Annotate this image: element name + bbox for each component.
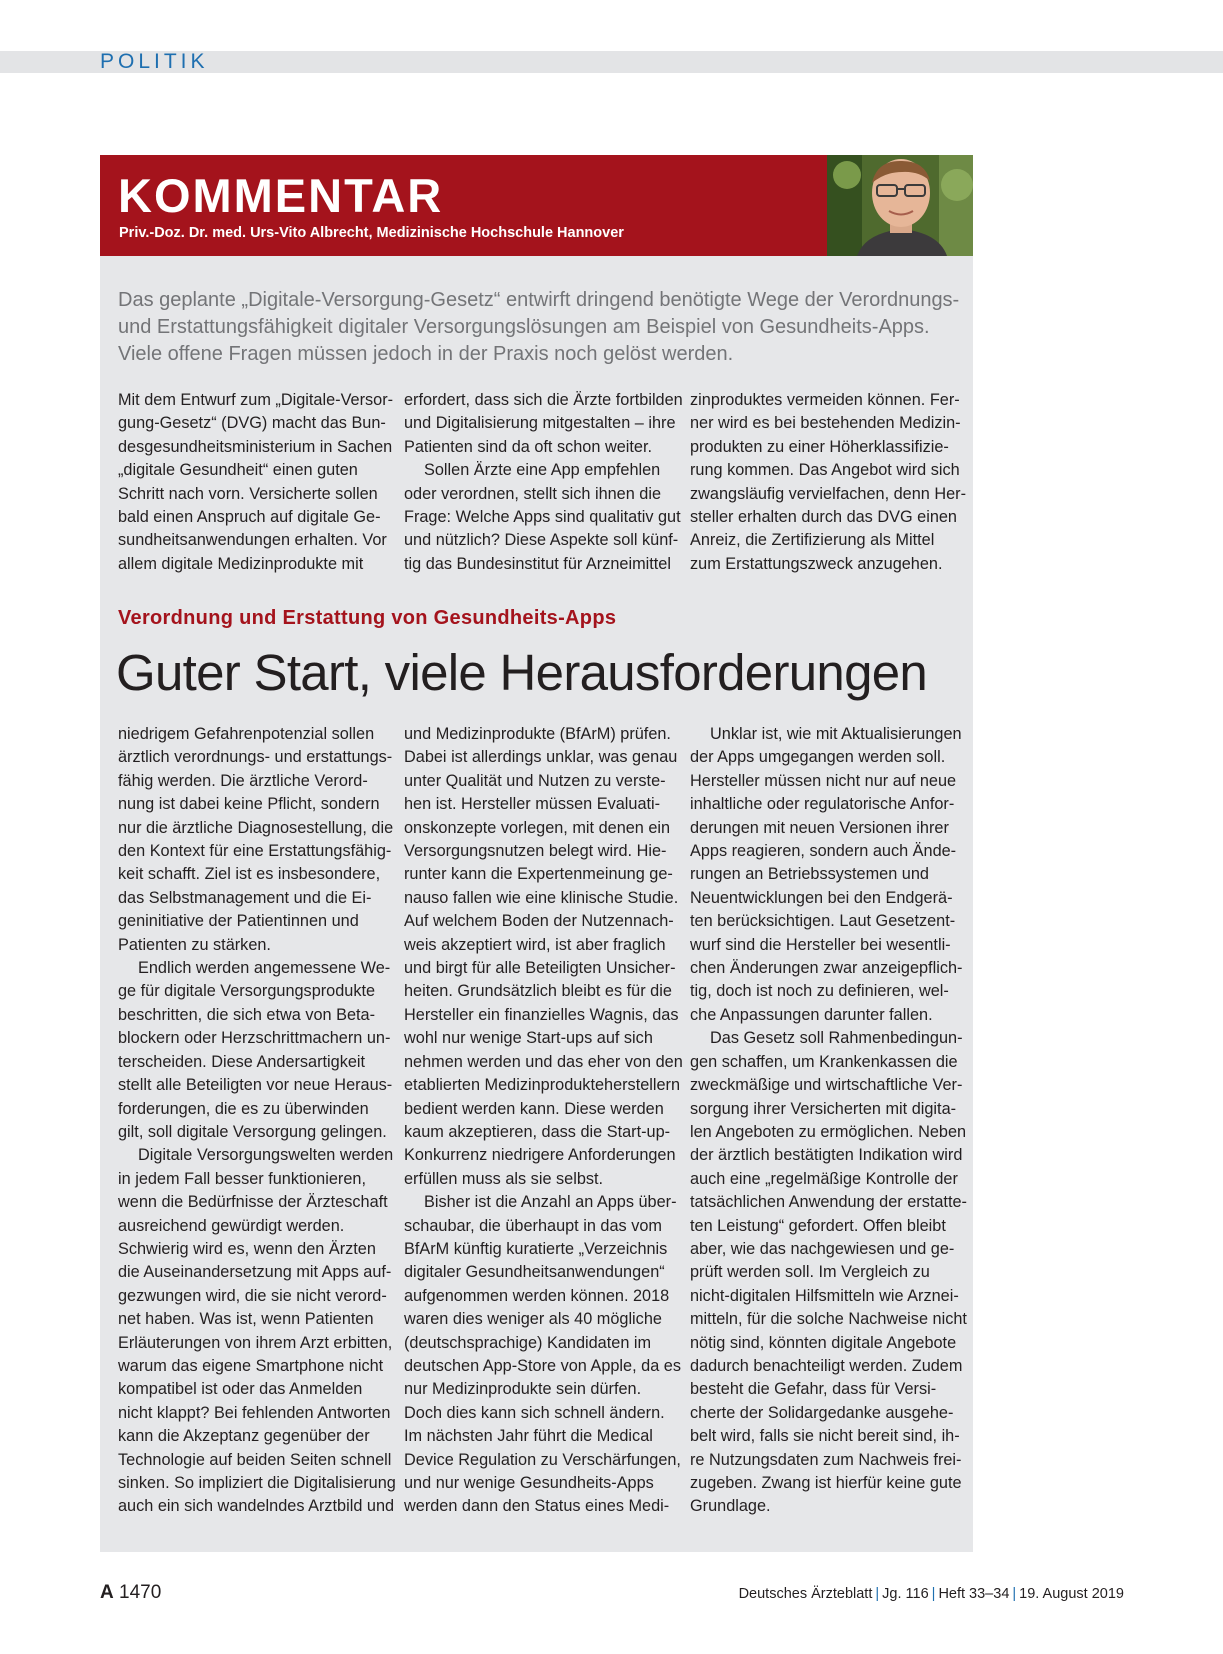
text-line: forderungen, die es zu überwinden — [118, 1099, 369, 1118]
text-line: mitteln, für die solche Nachweise nicht — [690, 1310, 967, 1329]
text-line: weis akzeptiert wird, ist aber fraglich — [404, 935, 666, 954]
text-line: Anreiz, die Zertifizierung als Mittel — [690, 531, 935, 550]
text-line: Erläuterungen von ihrem Arzt erbitten, — [118, 1333, 393, 1352]
text-line: zum Erstattungszweck anzugehen. — [690, 554, 943, 573]
text-line: und nützlich? Diese Aspekte soll künf- — [404, 531, 679, 550]
text-line: rung kommen. Das Angebot wird sich — [690, 461, 960, 480]
text-line: tig das Bundesinstitut für Arzneimittel — [404, 554, 671, 573]
page-prefix: A — [100, 1582, 114, 1603]
text-line: desgesundheitsministerium in Sachen — [118, 437, 393, 456]
text-line: kaum akzeptieren, dass die Start-up- — [404, 1122, 671, 1141]
text-line: besteht die Gefahr, dass für Versi- — [690, 1380, 937, 1399]
text-line: gung-Gesetz“ (DVG) macht das Bun- — [118, 414, 386, 433]
text-line: auch eine „regelmäßige Kontrolle der — [690, 1169, 958, 1188]
kommentar-label: KOMMENTAR — [118, 169, 444, 222]
text-line: zinproduktes vermeiden können. Fer- — [690, 391, 960, 409]
text-line: Mit dem Entwurf zum „Digitale-Versor- — [118, 391, 394, 409]
text-line: Endlich werden angemessene We- — [138, 959, 391, 978]
text-line: kann die Akzeptanz gegenüber der — [118, 1427, 370, 1446]
text-line: Neuentwicklungen bei den Endgerä- — [690, 888, 953, 907]
text-line: bald einen Anspruch auf digitale Ge- — [118, 508, 381, 527]
separator: | — [1012, 1586, 1017, 1602]
text-line: Doch dies kann sich schnell ändern. — [404, 1403, 665, 1422]
text-line: ausreichend gewürdigt werden. — [118, 1216, 345, 1235]
text-line: gezwungen wird, die sie nicht verord- — [118, 1286, 387, 1305]
text-line: wurf sind die Hersteller bei wesentli- — [690, 935, 951, 954]
text-line: und birgt für alle Beteiligten Unsicher- — [404, 959, 676, 978]
top-column-3 — [690, 389, 966, 576]
section-label: POLITIK — [100, 50, 209, 73]
lead-line: und Erstattungsfähigkeit digitaler Versorgungslösungen am Beispiel von Gesundheits-Apps. — [118, 316, 930, 338]
page-number-value: 1470 — [119, 1582, 162, 1603]
text-line: runter kann die Expertenmeinung ge- — [404, 865, 673, 884]
text-line: hen ist. Hersteller müssen Evaluati- — [404, 795, 661, 814]
text-line: Im nächsten Jahr führt die Medical — [404, 1427, 653, 1446]
text-line: zweckmäßige und wirtschaftliche Ver- — [690, 1076, 963, 1095]
text-line: nur die ärztliche Diagnosestellung, die — [118, 818, 394, 837]
text-line: cherte der Solidargedanke ausgehe- — [690, 1403, 954, 1422]
text-line: Hersteller ein finanzielles Wagnis, das — [404, 1005, 679, 1024]
text-line: nauso fallen wie eine klinische Studie. — [404, 888, 679, 907]
text-line: Technologie auf beiden Seiten schnell — [118, 1450, 392, 1469]
author-photo — [827, 155, 973, 256]
lead-line: Viele offene Fragen müssen jedoch in der Praxis noch gelöst werden. — [118, 343, 734, 365]
text-line: oder verordnen, stellt sich ihnen die — [404, 484, 662, 503]
text-line: zugeben. Zwang ist hierfür keine gute — [690, 1474, 962, 1492]
text-line: dadurch benachteiligt werden. Zudem — [690, 1356, 963, 1375]
text-line: chen Änderungen zwar anzeigepflich- — [690, 959, 963, 978]
text-line: zwangsläufig vervielfachen, denn Her- — [690, 484, 967, 503]
text-line: nicht klappt? Bei fehlenden Antworten — [118, 1403, 391, 1422]
separator: | — [931, 1586, 936, 1602]
text-line: wenn die Bedürfnisse der Ärzteschaft — [118, 1193, 388, 1212]
text-line: belt wird, falls sie nicht bereit sind, ih- — [690, 1427, 960, 1446]
text-line: warum das eigene Smartphone nicht — [118, 1356, 384, 1375]
text-line: ge für digitale Versorgungsprodukte — [118, 982, 376, 1001]
text-line: ner wird es bei bestehenden Medizin- — [690, 414, 961, 433]
text-line: nötig sind, könnten digitale Angebote — [690, 1333, 957, 1352]
text-line: ten berücksichtigen. Laut Gesetzent- — [690, 912, 956, 931]
text-line: Patienten zu stärken. — [118, 935, 271, 954]
text-line: inhaltliche oder regulatorische Anfor- — [690, 795, 955, 814]
text-line: Auf welchem Boden der Nutzennach- — [404, 912, 674, 931]
journal-volume: Jg. 116 — [882, 1586, 929, 1602]
text-line: sundheitsanwendungen erhalten. Vor — [118, 531, 387, 550]
text-line: „digitale Gesundheit“ einen guten — [118, 461, 358, 480]
text-line: Device Regulation zu Verschärfungen, — [404, 1450, 681, 1469]
text-line: produkten zu einer Höherklassifizie- — [690, 437, 949, 456]
text-line: und nur wenige Gesundheits-Apps — [404, 1474, 654, 1492]
text-line: bedient werden kann. Diese werden — [404, 1099, 664, 1118]
bottom-column-1 — [118, 723, 396, 1519]
top-column-2 — [404, 389, 683, 576]
text-line: Bisher ist die Anzahl an Apps über- — [424, 1193, 677, 1212]
text-line: ärztlich verordnungs- und erstattungs- — [118, 748, 393, 767]
text-line: niedrigem Gefahrenpotenzial sollen — [118, 725, 375, 743]
text-line: len Angeboten zu ermöglichen. Neben — [690, 1122, 967, 1141]
text-line: nur Medizinprodukte sein dürfen. — [404, 1380, 642, 1399]
text-line: waren dies weniger als 40 mögliche — [404, 1310, 662, 1329]
text-line: allem digitale Medizinprodukte mit — [118, 554, 364, 573]
text-line: che Anpassungen darunter fallen. — [690, 1005, 933, 1024]
text-line: Grundlage. — [690, 1497, 771, 1516]
author-line: Priv.-Doz. Dr. med. Urs-Vito Albrecht, Medizinische Hochschule Hannover — [119, 225, 624, 241]
text-line: gilt, soll digitale Versorgung gelingen. — [118, 1122, 387, 1141]
text-line: geninitiative der Patientinnen und — [118, 912, 359, 931]
text-line: kompatibel ist oder das Anmelden — [118, 1380, 363, 1399]
text-line: der Apps umgegangen werden soll. — [690, 748, 946, 767]
journal-name: Deutsches Ärzteblatt — [738, 1586, 873, 1602]
text-line: Schwierig wird es, wenn den Ärzten — [118, 1239, 376, 1258]
text-line: nicht-digitalen Hilfsmitteln wie Arznei- — [690, 1286, 959, 1305]
bottom-column-2 — [404, 723, 683, 1519]
text-line: BfArM künftig kuratierte „Verzeichnis — [404, 1239, 668, 1258]
text-line: Apps reagieren, sondern auch Ände- — [690, 842, 957, 861]
text-line: und Medizinprodukte (BfArM) prüfen. — [404, 725, 671, 743]
text-line: tig, doch ist noch zu definieren, wel- — [690, 982, 949, 1001]
text-line: in jedem Fall besser funktionieren, — [118, 1169, 366, 1188]
text-line: Digitale Versorgungswelten werden — [138, 1146, 394, 1165]
top-column-1 — [118, 389, 393, 576]
text-line: Unklar ist, wie mit Aktualisierungen — [710, 725, 962, 743]
text-line: Schritt nach vorn. Versicherte sollen — [118, 484, 378, 503]
text-line: terscheiden. Diese Andersartigkeit — [118, 1052, 366, 1071]
text-line: Das Gesetz soll Rahmenbedingun- — [710, 1029, 963, 1048]
text-line: digitaler Gesundheitsanwendungen“ — [404, 1263, 665, 1282]
page-number — [100, 1581, 161, 1605]
text-line: re Nutzungsdaten zum Nachweis frei- — [690, 1450, 962, 1469]
text-line: und Digitalisierung mitgestalten – ihre — [404, 414, 676, 433]
separator: | — [875, 1586, 880, 1602]
text-line: heiten. Grundsätzlich bleibt es für die — [404, 982, 672, 1001]
journal-issue: Heft 33–34 — [938, 1586, 1010, 1602]
text-line: keit schafft. Ziel ist es insbesondere, — [118, 865, 381, 884]
text-line: erfordert, dass sich die Ärzte fortbilden — [404, 391, 683, 409]
headline: Guter Start, viele Herausforderungen — [116, 644, 928, 701]
text-line: die Auseinandersetzung mit Apps auf- — [118, 1263, 392, 1282]
text-line: net haben. Was ist, wenn Patienten — [118, 1310, 374, 1329]
text-line: Konkurrenz niedrigere Anforderungen — [404, 1146, 676, 1165]
text-line: erfüllen muss als sie selbst. — [404, 1169, 604, 1188]
text-line: das Selbstmanagement und die Ei- — [118, 888, 372, 907]
subheadline: Verordnung und Erstattung von Gesundheits-Apps — [118, 607, 617, 629]
text-line: schaubar, die überhaupt in das vom — [404, 1216, 662, 1235]
text-line: werden dann den Status eines Medi- — [404, 1497, 670, 1516]
text-line: sinken. So impliziert die Digitalisierung — [118, 1474, 396, 1492]
lead-paragraph — [118, 287, 960, 368]
text-line: Sollen Ärzte eine App empfehlen — [424, 461, 661, 480]
text-line: wohl nur wenige Start-ups auf sich — [404, 1029, 653, 1048]
journal-date: 19. August 2019 — [1019, 1586, 1124, 1602]
text-line: rungen an Betriebssystemen und — [690, 865, 929, 884]
lead-line: Das geplante „Digitale-Versorgung-Gesetz“ entwirft dringend benötigte Wege der Verordnungs- — [118, 289, 960, 311]
text-line: Patienten sind da oft schon weiter. — [404, 437, 652, 456]
text-line: Frage: Welche Apps sind qualitativ gut — [404, 508, 681, 527]
text-line: etablierten Medizinprodukteherstellern — [404, 1076, 681, 1095]
text-line: ten Leistung“ gefordert. Offen bleibt — [690, 1216, 946, 1235]
text-line: tatsächlichen Anwendung der erstatte- — [690, 1193, 967, 1212]
text-line: den Kontext für eine Erstattungsfähig- — [118, 842, 392, 861]
text-line: derungen mit neuen Versionen ihrer — [690, 818, 949, 837]
text-line: stellt alle Beteiligten vor neue Heraus- — [118, 1076, 393, 1095]
text-line: Versorgungsnutzen belegt wird. Hie- — [404, 842, 667, 861]
text-line: steller erhalten durch das DVG einen — [690, 508, 957, 527]
text-line: nung ist dabei keine Pflicht, sondern — [118, 795, 380, 814]
text-line: (deutschsprachige) Kandidaten im — [404, 1333, 652, 1352]
text-line: fähig werden. Die ärztliche Verord- — [118, 771, 368, 790]
text-line: prüft werden soll. Im Vergleich zu — [690, 1263, 930, 1282]
text-line: unter Qualität und Nutzen zu verste- — [404, 771, 666, 790]
bottom-column-3 — [690, 723, 967, 1519]
text-line: nehmen werden und das eher von den — [404, 1052, 683, 1071]
text-line: gen schaffen, um Krankenkassen die — [690, 1052, 958, 1071]
text-line: der ärztlich bestätigten Indikation wird — [690, 1146, 963, 1165]
text-line: deutschen App-Store von Apple, da es — [404, 1356, 681, 1375]
text-line: auch ein sich wandelndes Arztbild und — [118, 1497, 395, 1516]
footer-citation — [739, 1584, 1124, 1604]
text-line: onskonzepte vorlegen, mit denen ein — [404, 818, 671, 837]
text-line: aber, wie das nachgewiesen und ge- — [690, 1239, 955, 1258]
text-line: aufgenommen werden können. 2018 — [404, 1286, 670, 1305]
text-line: blockern oder Herzschrittmachern un- — [118, 1029, 391, 1048]
text-line: Hersteller müssen nicht nur auf neue — [690, 771, 957, 790]
text-line: Dabei ist allerdings unklar, was genau — [404, 748, 678, 767]
text-line: sorgung ihrer Versicherten mit digita- — [690, 1099, 957, 1118]
text-line: beschritten, die sich etwa von Beta- — [118, 1005, 376, 1024]
